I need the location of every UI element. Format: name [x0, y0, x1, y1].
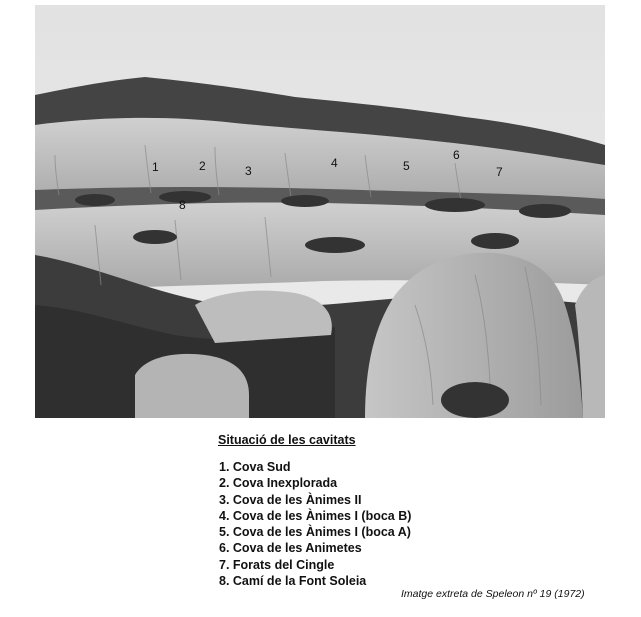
photo-marker-1: 1 [152, 160, 159, 174]
cliff-photograph [35, 5, 605, 418]
photo-marker-3: 3 [245, 164, 252, 178]
legend-item-8: 8. Camí de la Font Soleia [219, 574, 367, 589]
photo-marker-5: 5 [403, 159, 410, 173]
photo-marker-6: 6 [453, 148, 460, 162]
legend-item-3: 3. Cova de les Ànimes II [219, 492, 362, 507]
photo-marker-2: 2 [199, 159, 206, 173]
legend-list [219, 459, 411, 589]
legend-item-4: 4. Cova de les Ànimes I (boca B) [219, 508, 412, 523]
legend-item-1: 1. Cova Sud [219, 460, 291, 474]
legend-item-5: 5. Cova de les Ànimes I (boca A) [219, 525, 411, 540]
legend-item-7: 7. Forats del Cingle [219, 557, 335, 572]
legend-title: Situació de les cavitats [218, 433, 356, 447]
image-source-caption: Imatge extreta de Speleon nº 19 (1972) [401, 588, 585, 600]
cliff-photo-illustration [35, 5, 605, 418]
photo-marker-8: 8 [179, 198, 186, 212]
photo-marker-7: 7 [496, 165, 503, 179]
photo-marker-4: 4 [331, 156, 338, 170]
legend-item-2: 2. Cova Inexplorada [219, 476, 338, 491]
legend-item-6: 6. Cova de les Animetes [219, 541, 362, 556]
